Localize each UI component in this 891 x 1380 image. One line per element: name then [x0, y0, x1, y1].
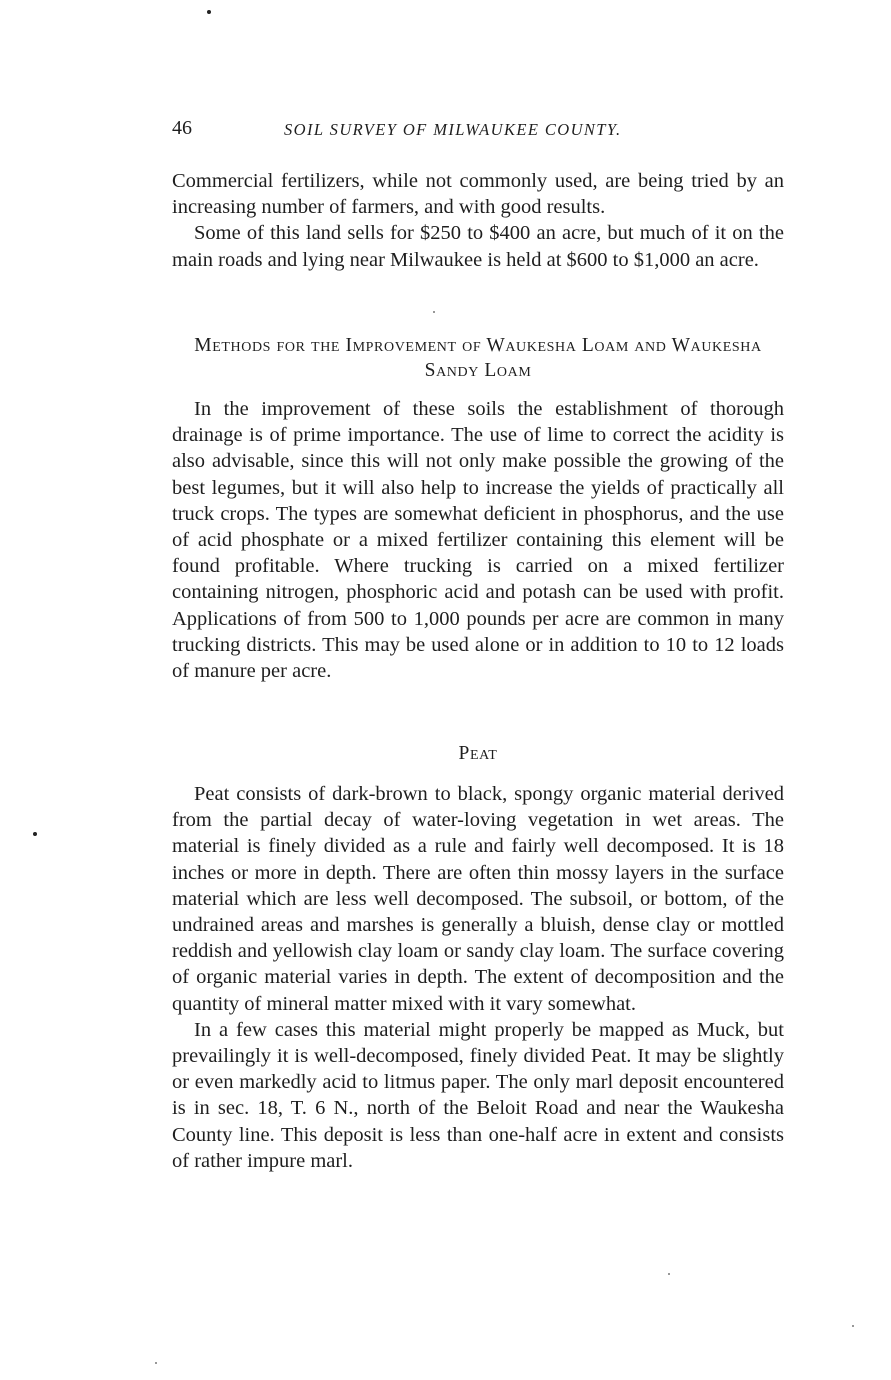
improvement-text-block	[172, 396, 784, 684]
peat-text-block	[172, 781, 784, 1174]
scan-speck	[33, 832, 37, 836]
paragraph: Commercial fertilizers, while not commonly used, are being tried by an increasing number of farmers, and with good results.	[172, 170, 784, 219]
running-title: SOIL SURVEY OF MILWAUKEE COUNTY.	[284, 120, 622, 139]
section-heading-peat: Peat	[458, 743, 498, 764]
paragraph: In a few cases this material might properly be mapped as Muck, but prevailingly it is well-decomposed, finely divided Peat. It may be slightly or even markedly acid to litmus paper. The only marl deposit encountered is in sec. 18, T. 6 N., north of the Beloit Road and near the Waukesha County line. This deposit is less than one-half acre in extent and consists of rather impure marl.	[172, 1018, 784, 1172]
paragraph: In the improvement of these soils the establishment of thorough drainage is of prime importance. The use of lime to correct the acidity is also advisable, since this will not only make possible the growing of the best legumes, but it will also help to increase the yields of practically all truck crops. The types are somewhat deficient in phosphorus, and the use of acid phosphate or a mixed fertilizer containing this element will be found profitable. Where trucking is carried on a mixed fertilizer containing nitrogen, phosphoric acid and potash can be used with profit. Applications of from 500 to 1,000 pounds per acre are common in many trucking districts. This may be used alone or in addition to 10 to 12 loads of manure per acre.	[172, 398, 784, 683]
paragraph: Peat consists of dark-brown to black, spongy organic material derived from the partial decay of water-loving vegetation in wet areas. The material is finely divided as a rule and fairly well decomposed. It is 18 inches or more in depth. There are often thin mossy layers in the surface material which are less well decomposed. The subsoil, or bottom, of the undrained areas and marshes is generally a bluish, dense clay or mottled reddish and yellowish clay loam or sandy clay loam. The surface covering of organic material varies in depth. The extent of decomposition and the quantity of mineral matter mixed with it vary somewhat.	[172, 783, 784, 1015]
scan-speck	[668, 1273, 670, 1275]
scan-speck	[433, 311, 435, 313]
section-heading-improvement: Methods for the Improvement of Waukesha Loam and Waukesha Sandy Loam	[194, 335, 762, 381]
scan-speck	[207, 10, 211, 14]
intro-text-block	[172, 168, 784, 273]
page-header	[172, 117, 784, 147]
page-number: 46	[172, 117, 192, 139]
scan-speck	[852, 1325, 854, 1327]
scan-speck	[155, 1362, 157, 1364]
paragraph: Some of this land sells for $250 to $400 an acre, but much of it on the main roads and lying near Milwaukee is held at $600 to $1,000 an acre.	[172, 222, 784, 271]
